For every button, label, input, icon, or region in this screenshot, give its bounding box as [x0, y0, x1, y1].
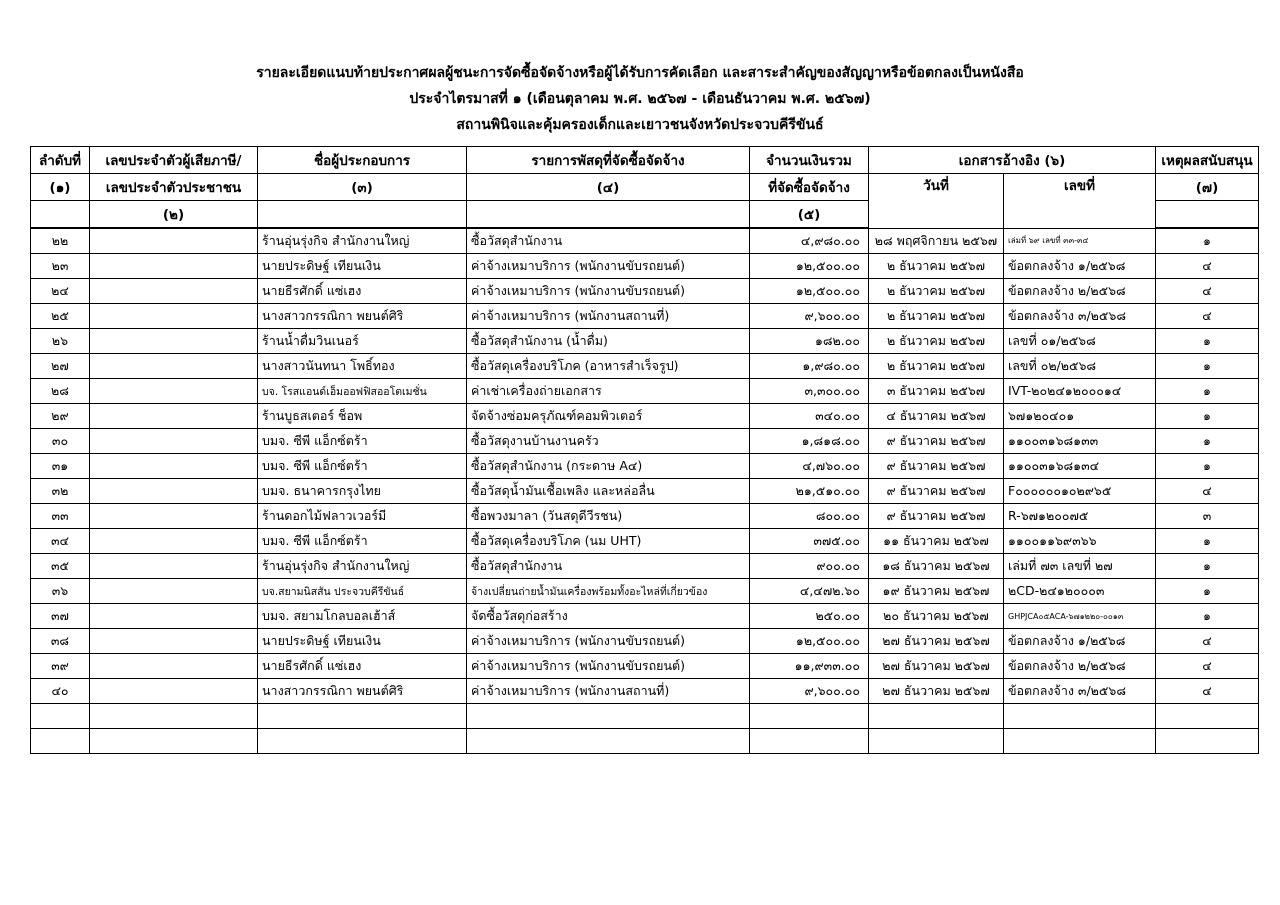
table-row	[31, 304, 1259, 329]
cell-amount: ๑๒,๕๐๐.๐๐	[750, 629, 869, 654]
cell-ref-no: เลขที่ ๐๒/๒๕๖๘	[1004, 354, 1156, 379]
procurement-table	[30, 146, 1259, 754]
header-ref: เอกสารอ้างอิง (๖)	[869, 147, 1156, 174]
cell-item: ค่าจ้างเหมาบริการ (พนักงานสถานที่)	[467, 679, 750, 704]
cell-vendor: ร้านบูธสเตอร์ ช็อพ	[258, 404, 467, 429]
cell-seq: ๒๘	[31, 379, 90, 404]
cell-date	[869, 729, 1004, 754]
cell-date: ๒ ธันวาคม ๒๕๖๗	[869, 279, 1004, 304]
cell-vendor: นายประดิษฐ์ เทียนเงิน	[258, 629, 467, 654]
cell-seq: ๓๖	[31, 579, 90, 604]
cell-vendor	[258, 729, 467, 754]
table-row	[31, 579, 1259, 604]
cell-date: ๒๘ พฤศจิกายน ๒๕๖๗	[869, 228, 1004, 254]
cell-vendor: นางสาวกรรณิกา พยนต์ศิริ	[258, 304, 467, 329]
cell-reason: ๔	[1156, 679, 1259, 704]
cell-seq: ๓๘	[31, 629, 90, 654]
cell-date: ๒ ธันวาคม ๒๕๖๗	[869, 254, 1004, 279]
cell-amount: ๒๑,๕๑๐.๐๐	[750, 479, 869, 504]
table-row	[31, 654, 1259, 679]
cell-amount: ๔,๙๘๐.๐๐	[750, 228, 869, 254]
cell-seq: ๒๗	[31, 354, 90, 379]
cell-amount: ๑๒,๕๐๐.๐๐	[750, 254, 869, 279]
cell-item: ซื้อวัสดุสำนักงาน (กระดาษ A๔)	[467, 454, 750, 479]
cell-taxid	[90, 554, 258, 579]
header-amount-2: ที่จัดซื้อจัดจ้าง	[750, 174, 869, 201]
cell-amount: ๓,๓๐๐.๐๐	[750, 379, 869, 404]
cell-taxid	[90, 429, 258, 454]
cell-item: ซื้อวัสดุสำนักงาน	[467, 228, 750, 254]
header-amount-1: จำนวนเงินรวม	[750, 147, 869, 174]
cell-ref-no: ข้อตกลงจ้าง ๒/๒๕๖๘	[1004, 654, 1156, 679]
cell-reason: ๑	[1156, 404, 1259, 429]
cell-vendor: นายประดิษฐ์ เทียนเงิน	[258, 254, 467, 279]
cell-vendor: บมจ. ธนาคารกรุงไทย	[258, 479, 467, 504]
cell-ref-no	[1004, 704, 1156, 729]
cell-vendor: บจ.สยามนิสสัน ประจวบคีรีขันธ์	[258, 579, 467, 604]
cell-date: ๙ ธันวาคม ๒๕๖๗	[869, 429, 1004, 454]
cell-vendor: บมจ. ซีพี แอ็กซ์ตร้า	[258, 454, 467, 479]
cell-seq: ๒๔	[31, 279, 90, 304]
cell-ref-no: ข้อตกลงจ้าง ๓/๒๕๖๘	[1004, 304, 1156, 329]
cell-ref-no: เลขที่ ๐๑/๒๕๖๘	[1004, 329, 1156, 354]
cell-reason: ๔	[1156, 654, 1259, 679]
table-row	[31, 404, 1259, 429]
cell-item	[467, 704, 750, 729]
table-row	[31, 228, 1259, 254]
cell-ref-no: ข้อตกลงจ้าง ๓/๒๕๖๘	[1004, 679, 1156, 704]
cell-vendor: บมจ. สยามโกลบอลเฮ้าส์	[258, 604, 467, 629]
cell-ref-no: ๖๗๑๒๐๔๐๑	[1004, 404, 1156, 429]
cell-date: ๔ ธันวาคม ๒๕๖๗	[869, 404, 1004, 429]
cell-taxid	[90, 654, 258, 679]
table-row	[31, 604, 1259, 629]
cell-amount	[750, 704, 869, 729]
cell-ref-no: เล่มที่ ๖๙ เลขที่ ๓๓-๓๔	[1004, 228, 1156, 254]
cell-reason	[1156, 704, 1259, 729]
cell-seq: ๓๕	[31, 554, 90, 579]
cell-ref-no: ๑๑๐๐๓๑๖๘๑๓๔	[1004, 454, 1156, 479]
table-row	[31, 329, 1259, 354]
cell-taxid	[90, 729, 258, 754]
table-row	[31, 254, 1259, 279]
header-empty	[258, 201, 467, 229]
cell-amount: ๒๕๐.๐๐	[750, 604, 869, 629]
cell-ref-no: ข้อตกลงจ้าง ๑/๒๕๖๘	[1004, 629, 1156, 654]
cell-amount: ๙๐๐.๐๐	[750, 554, 869, 579]
cell-seq: ๒๒	[31, 228, 90, 254]
cell-date: ๓ ธันวาคม ๒๕๖๗	[869, 379, 1004, 404]
cell-item: ค่าจ้างเหมาบริการ (พนักงานขับรถยนต์)	[467, 254, 750, 279]
cell-amount: ๑,๙๘๐.๐๐	[750, 354, 869, 379]
header-taxid-1: เลขประจำตัวผู้เสียภาษี/	[90, 147, 258, 174]
table-row	[31, 529, 1259, 554]
cell-amount: ๑๑,๙๓๓.๐๐	[750, 654, 869, 679]
table-row	[31, 704, 1259, 729]
cell-seq: ๓๓	[31, 504, 90, 529]
table-row	[31, 479, 1259, 504]
cell-seq: ๓๑	[31, 454, 90, 479]
cell-taxid	[90, 304, 258, 329]
cell-seq: ๓๙	[31, 654, 90, 679]
header-ref-no: เลขที่	[1004, 174, 1156, 229]
cell-seq	[31, 729, 90, 754]
cell-date: ๒ ธันวาคม ๒๕๖๗	[869, 329, 1004, 354]
header-empty	[31, 201, 90, 229]
cell-amount: ๓๗๕.๐๐	[750, 529, 869, 554]
cell-amount: ๔,๔๗๒.๖๐	[750, 579, 869, 604]
header-vendor: ชื่อผู้ประกอบการ	[258, 147, 467, 174]
cell-taxid	[90, 254, 258, 279]
cell-taxid	[90, 329, 258, 354]
cell-taxid	[90, 228, 258, 254]
table-row	[31, 354, 1259, 379]
cell-ref-no: ๒CD-๒๔๑๒๐๐๐๓	[1004, 579, 1156, 604]
cell-item: จ้างเปลี่ยนถ่ายน้ำมันเครื่องพร้อมทั้งอะไหล่ที่เกี่ยวข้อง	[467, 579, 750, 604]
document-titles	[0, 60, 1280, 138]
cell-seq: ๓๐	[31, 429, 90, 454]
cell-date: ๙ ธันวาคม ๒๕๖๗	[869, 504, 1004, 529]
table-row	[31, 679, 1259, 704]
cell-taxid	[90, 579, 258, 604]
table-row	[31, 504, 1259, 529]
title-line-1: รายละเอียดแนบท้ายประกาศผลผู้ชนะการจัดซื้อจัดจ้างหรือผู้ได้รับการคัดเลือก และสาระสำคัญของสัญญาหรือข้อตกลงเป็นหนังสือ	[256, 65, 1024, 81]
cell-ref-no: ข้อตกลงจ้าง ๑/๒๕๖๘	[1004, 254, 1156, 279]
table-row	[31, 554, 1259, 579]
cell-reason: ๑	[1156, 354, 1259, 379]
cell-item: ค่าจ้างเหมาบริการ (พนักงานสถานที่)	[467, 304, 750, 329]
cell-ref-no: R-๖๗๑๒๐๐๗๕	[1004, 504, 1156, 529]
header-reason-number: (๗)	[1156, 174, 1259, 201]
cell-seq: ๒๙	[31, 404, 90, 429]
cell-reason	[1156, 729, 1259, 754]
cell-reason: ๔	[1156, 479, 1259, 504]
cell-date: ๑๙ ธันวาคม ๒๕๖๗	[869, 579, 1004, 604]
header-reason: เหตุผลสนับสนุน	[1156, 147, 1259, 174]
cell-vendor: บมจ. ซีพี แอ็กซ์ตร้า	[258, 529, 467, 554]
cell-date	[869, 704, 1004, 729]
cell-date: ๒ ธันวาคม ๒๕๖๗	[869, 304, 1004, 329]
cell-ref-no: GHPJCA๐๕ACA-๖๗๑๒๒๐-๐๐๑๓	[1004, 604, 1156, 629]
cell-amount: ๑,๘๑๘.๐๐	[750, 429, 869, 454]
cell-reason: ๑	[1156, 454, 1259, 479]
cell-ref-no: ๑๑๐๐๓๑๖๘๑๓๓	[1004, 429, 1156, 454]
cell-taxid	[90, 679, 258, 704]
cell-vendor: ร้านดอกไม้ฟลาวเวอร์มี	[258, 504, 467, 529]
cell-taxid	[90, 479, 258, 504]
table-header	[31, 147, 1259, 229]
cell-amount: ๙,๖๐๐.๐๐	[750, 679, 869, 704]
cell-date: ๒๐ ธันวาคม ๒๕๖๗	[869, 604, 1004, 629]
cell-vendor: บจ. โรสแอนด์เอ็มออฟฟิสออโตเมชั่น	[258, 379, 467, 404]
header-empty	[1156, 201, 1259, 229]
cell-date: ๑๘ ธันวาคม ๒๕๖๗	[869, 554, 1004, 579]
table-row	[31, 729, 1259, 754]
cell-item: จัดจ้างซ่อมครุภัณฑ์คอมพิวเตอร์	[467, 404, 750, 429]
cell-vendor: นางสาวนันทนา โพธิ์ทอง	[258, 354, 467, 379]
cell-taxid	[90, 704, 258, 729]
cell-taxid	[90, 379, 258, 404]
cell-date: ๙ ธันวาคม ๒๕๖๗	[869, 479, 1004, 504]
header-seq: ลำดับที่	[31, 147, 90, 174]
cell-seq: ๒๕	[31, 304, 90, 329]
cell-ref-no: เล่มที่ ๗๓ เลขที่ ๒๗	[1004, 554, 1156, 579]
cell-vendor: ร้านน้ำดื่มวินเนอร์	[258, 329, 467, 354]
cell-amount: ๑๘๒.๐๐	[750, 329, 869, 354]
table-body	[31, 228, 1259, 754]
table-row	[31, 454, 1259, 479]
cell-amount	[750, 729, 869, 754]
cell-reason: ๔	[1156, 629, 1259, 654]
cell-item: ซื้อวัสดุเครื่องบริโภค (อาหารสำเร็จรูป)	[467, 354, 750, 379]
cell-item	[467, 729, 750, 754]
cell-reason: ๑	[1156, 604, 1259, 629]
cell-date: ๒๗ ธันวาคม ๒๕๖๗	[869, 629, 1004, 654]
cell-reason: ๑	[1156, 379, 1259, 404]
cell-reason: ๑	[1156, 579, 1259, 604]
cell-seq: ๓๗	[31, 604, 90, 629]
cell-date: ๑๑ ธันวาคม ๒๕๖๗	[869, 529, 1004, 554]
cell-item: ซื้อวัสดุเครื่องบริโภค (นม UHT)	[467, 529, 750, 554]
header-taxid-2: เลขประจำตัวประชาชน	[90, 174, 258, 201]
cell-reason: ๔	[1156, 279, 1259, 304]
cell-date: ๙ ธันวาคม ๒๕๖๗	[869, 454, 1004, 479]
cell-seq: ๒๓	[31, 254, 90, 279]
cell-amount: ๙,๖๐๐.๐๐	[750, 304, 869, 329]
cell-amount: ๔,๗๖๐.๐๐	[750, 454, 869, 479]
header-seq-number: (๑)	[31, 174, 90, 201]
header-empty	[467, 201, 750, 229]
cell-reason: ๑	[1156, 529, 1259, 554]
cell-date: ๒ ธันวาคม ๒๕๖๗	[869, 354, 1004, 379]
cell-ref-no: IVT-๒๐๒๔๑๒๐๐๐๑๔	[1004, 379, 1156, 404]
table-row	[31, 629, 1259, 654]
cell-vendor: นายธีรศักดิ์ แซ่เฮง	[258, 654, 467, 679]
cell-vendor: ร้านอุ่นรุ่งกิจ สำนักงานใหญ่	[258, 554, 467, 579]
header-ref-date: วันที่	[869, 174, 1004, 229]
cell-taxid	[90, 504, 258, 529]
header-item: รายการพัสดุที่จัดซื้อจัดจ้าง	[467, 147, 750, 174]
cell-vendor: ร้านอุ่นรุ่งกิจ สำนักงานใหญ่	[258, 228, 467, 254]
cell-seq: ๓๔	[31, 529, 90, 554]
header-item-number: (๔)	[467, 174, 750, 201]
cell-date: ๒๗ ธันวาคม ๒๕๖๗	[869, 654, 1004, 679]
cell-item: ค่าจ้างเหมาบริการ (พนักงานขับรถยนต์)	[467, 654, 750, 679]
header-taxid-number: (๒)	[90, 201, 258, 229]
cell-taxid	[90, 354, 258, 379]
cell-amount: ๓๔๐.๐๐	[750, 404, 869, 429]
cell-reason: ๑	[1156, 228, 1259, 254]
cell-item: จัดซื้อวัสดุก่อสร้าง	[467, 604, 750, 629]
cell-taxid	[90, 279, 258, 304]
cell-vendor: นางสาวกรรณิกา พยนต์ศิริ	[258, 679, 467, 704]
title-line-3: สถานพินิจและคุ้มครองเด็กและเยาวชนจังหวัดประจวบคีรีขันธ์	[456, 117, 824, 133]
cell-reason: ๔	[1156, 304, 1259, 329]
cell-reason: ๑	[1156, 554, 1259, 579]
title-line-2: ประจำไตรมาสที่ ๑ (เดือนตุลาคม พ.ศ. ๒๕๖๗ - เดือนธันวาคม พ.ศ. ๒๕๖๗)	[409, 91, 871, 107]
cell-item: ซื้อวัสดุงานบ้านงานครัว	[467, 429, 750, 454]
cell-item: ซื้อวัสดุน้ำมันเชื้อเพลิง และหล่อลื่น	[467, 479, 750, 504]
cell-taxid	[90, 404, 258, 429]
cell-seq: ๒๖	[31, 329, 90, 354]
table-row	[31, 429, 1259, 454]
cell-amount: ๑๒,๕๐๐.๐๐	[750, 279, 869, 304]
cell-vendor: นายธีรศักดิ์ แซ่เฮง	[258, 279, 467, 304]
cell-reason: ๑	[1156, 429, 1259, 454]
cell-taxid	[90, 604, 258, 629]
header-vendor-number: (๓)	[258, 174, 467, 201]
cell-reason: ๓	[1156, 504, 1259, 529]
cell-seq: ๔๐	[31, 679, 90, 704]
cell-taxid	[90, 629, 258, 654]
cell-item: ซื้อวัสดุสำนักงาน (น้ำดื่ม)	[467, 329, 750, 354]
cell-ref-no	[1004, 729, 1156, 754]
cell-item: ค่าเช่าเครื่องถ่ายเอกสาร	[467, 379, 750, 404]
table-row	[31, 279, 1259, 304]
cell-item: ซื้อวัสดุสำนักงาน	[467, 554, 750, 579]
cell-amount: ๘๐๐.๐๐	[750, 504, 869, 529]
cell-reason: ๔	[1156, 254, 1259, 279]
cell-seq	[31, 704, 90, 729]
cell-taxid	[90, 529, 258, 554]
cell-seq: ๓๒	[31, 479, 90, 504]
cell-date: ๒๗ ธันวาคม ๒๕๖๗	[869, 679, 1004, 704]
cell-vendor: บมจ. ซีพี แอ็กซ์ตร้า	[258, 429, 467, 454]
cell-vendor	[258, 704, 467, 729]
table-row	[31, 379, 1259, 404]
cell-ref-no: F๐๐๐๐๐๐๑๐๒๙๖๕	[1004, 479, 1156, 504]
cell-item: ซื้อพวงมาลา (วันสดุดีวีรชน)	[467, 504, 750, 529]
cell-item: ค่าจ้างเหมาบริการ (พนักงานขับรถยนต์)	[467, 279, 750, 304]
cell-reason: ๑	[1156, 329, 1259, 354]
header-amount-number: (๕)	[750, 201, 869, 229]
cell-item: ค่าจ้างเหมาบริการ (พนักงานขับรถยนต์)	[467, 629, 750, 654]
cell-ref-no: ข้อตกลงจ้าง ๒/๒๕๖๘	[1004, 279, 1156, 304]
cell-ref-no: ๑๑๐๐๑๑๖๙๓๖๖	[1004, 529, 1156, 554]
cell-taxid	[90, 454, 258, 479]
